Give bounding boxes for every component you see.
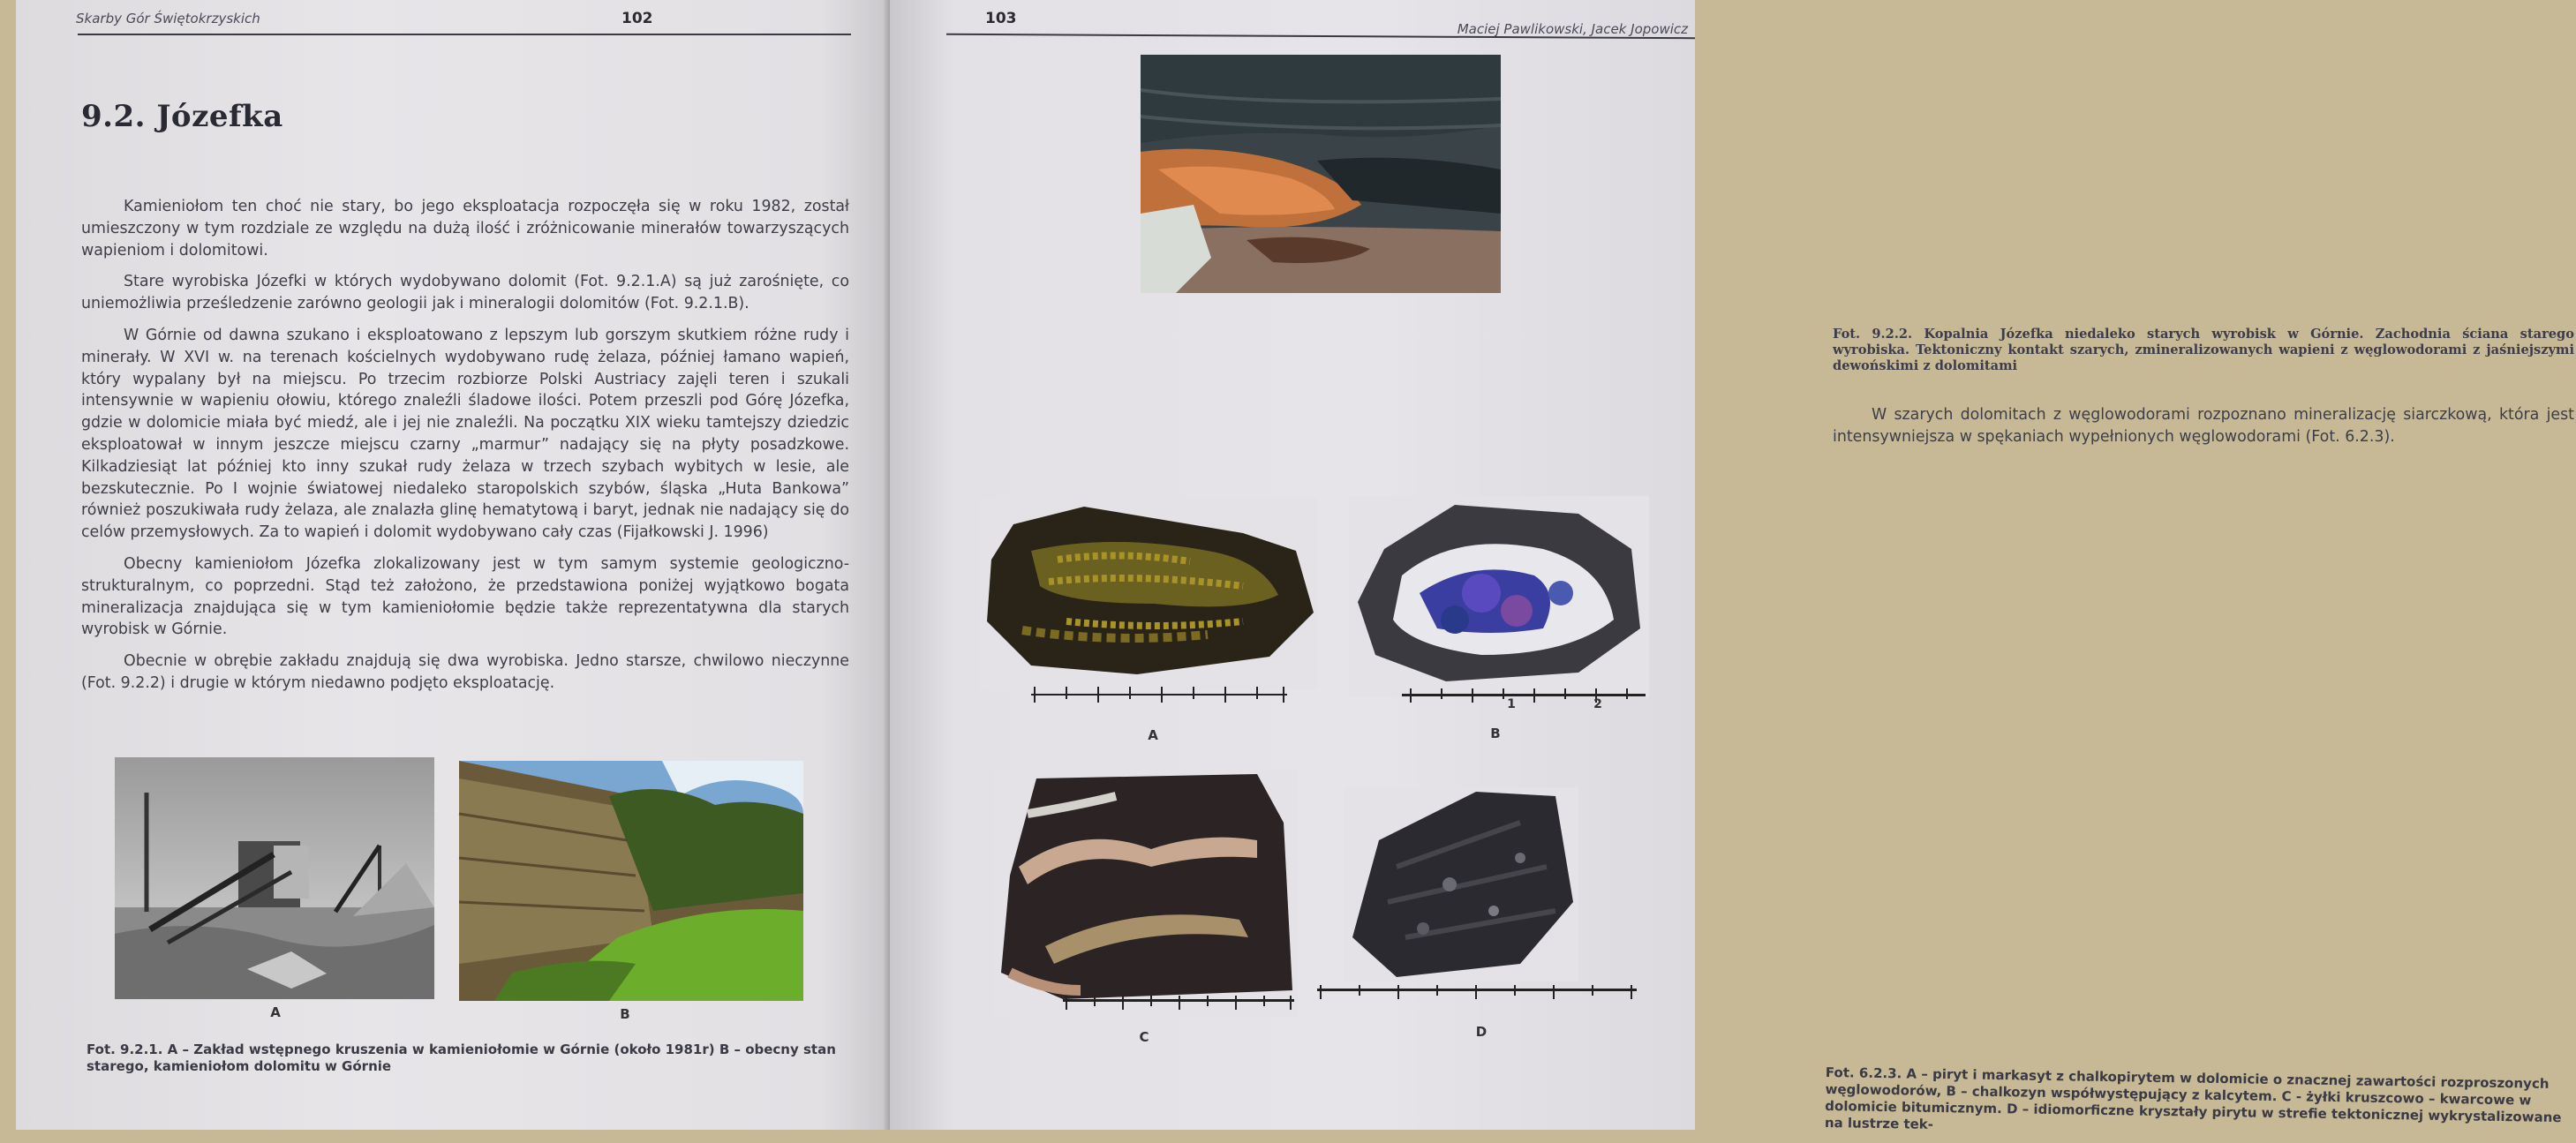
photo-old-quarry xyxy=(459,761,803,1001)
header-rule-left xyxy=(78,34,851,35)
specimen-label-a: A xyxy=(1148,727,1158,743)
right-body-text xyxy=(1833,404,2574,448)
paragraph-3: W Górnie od dawna szukano i eksploatowano z lepszym lub gorszym skutkiem różne rudy i minerały. W XVI w. na terenach kościelnych wydobywano rudę żelaza, później łamano wapień, który wypalany był na miejscu. Po trzecim rozbiorze Polski Austriacy zajęli teren i szukali intensywnie w wapieniu ołowiu, którego znaleźli śladowe ilości. Potem przeszli pod Górę Józefka, gdzie w dolomicie miała być miedź, ale i jej nie znaleźli. Na początku XIX wieku tamtejszy dziedzic eksploatował w innym jeszcze miejscu czarny „marmur” nadający się na płyty posadzkowe. Kilkadziesiąt lat później kto inny szukał rudy żelaza w trzech szybach wybitych w lesie, ale bezskutecznie. Po I wojnie światowej niedaleko staropolskich szybów, śląska „Huta Bankowa” również poszukiwała rudy żelaza, ale znalazła glinę hematytową i baryt, jednak nie nadający się do celów przemysłowych. Za to wapień i dolomit wydobywano cały czas (Fijałkowski J. 1996) xyxy=(81,326,849,542)
left-page xyxy=(16,0,890,1130)
scale-number-1: 1 xyxy=(1507,697,1516,711)
photo-crushing-plant xyxy=(115,757,434,999)
left-body-text xyxy=(81,196,849,704)
scale-bar-a xyxy=(1031,687,1287,706)
paragraph-1: Kamieniołom ten choć nie stary, bo jego eksploatacja rozpoczęła się w roku 1982, został umieszczony w tym rozdziale ze względu na dużą ilość i zróżnicowanie minerałów towarzyszących wapieniom i dolomitowi. xyxy=(81,198,849,259)
section-title: 9.2. Józefka xyxy=(81,99,283,134)
right-page xyxy=(890,0,2574,1132)
specimen-label-c: C xyxy=(1139,1029,1149,1045)
specimen-b-photo xyxy=(1349,496,1649,697)
specimen-a-photo xyxy=(978,498,1317,690)
right-paragraph: W szarych dolomitach z węglowodorami rozpoznano mineralizację siarczkową, która jest intensywniejsza w spękaniach wypełnionych węglowodorami (Fot. 6.2.3). xyxy=(1833,406,2574,446)
paragraph-2: Stare wyrobiska Józefki w których wydobywano dolomit (Fot. 9.2.1.A) są już zarośnięte, co uniemożliwia prześledzenie zarówno geologii jak i mineralogii dolomitów (Fot. 9.2.1.B). xyxy=(81,273,849,313)
photo-label-a: A xyxy=(270,1004,281,1020)
paragraph-5: Obecnie w obrębie zakładu znajdują się dwa wyrobiska. Jedno starsze, chwilowo nieczynne (Fot. 9.2.2) i drugie w którym niedawno podjęto eksploatację. xyxy=(81,652,849,692)
running-head-left: Skarby Gór Świętokrzyskich xyxy=(76,11,260,26)
page-number-right: 103 xyxy=(985,10,1017,27)
photo-label-b: B xyxy=(620,1006,630,1022)
specimen-label-d: D xyxy=(1475,1024,1488,1040)
caption-fot-9-2-2: Fot. 9.2.2. Kopalnia Józefka niedaleko starych wyrobisk w Górnie. Zachodnia ściana starego wyrobiska. Tektoniczny kontakt szarych, zmineralizowanych wapieni z węglowodorami z jaśniejszymi dewońskimi z dolomitami xyxy=(1833,327,2574,373)
scale-bar-c xyxy=(1063,996,1294,1015)
running-head-right: Maciej Pawlikowski, Jacek Jopowicz xyxy=(1457,21,1688,37)
caption-fot-6-2-3: Fot. 6.2.3. A – piryt i markasyt z chalkopirytem w dolomicie o znacznej zawartości rozproszonych węglowodorów, B – chalkozyn współwystępujący z kalcytem. C - żyłki kruszcowo – kwarcowe w dolomicie bitumicznym. D – idiomorficzne kryształy pirytu w strefie tektonicznej wykrystalizowane na lustrze tek- xyxy=(1824,1064,2562,1132)
paragraph-4: Obecny kamieniołom Józefka zlokalizowany jest w tym samym systemie geologiczno-strukturalnym, co poprzedni. Stąd też założono, że przedstawiona poniżej wyjątkowo bogata mineralizacja znajdująca się w tym kamieniołomie będzie także reprezentatywna dla starych wyrobisk w Górnie. xyxy=(81,554,849,639)
specimen-c-photo xyxy=(992,770,1298,1017)
page-number-left: 102 xyxy=(621,10,653,27)
photo-quarry-wall xyxy=(1141,55,1501,293)
specimen-d-photo xyxy=(1344,787,1578,981)
caption-fot-9-2-1: Fot. 9.2.1. A – Zakład wstępnego kruszenia w kamieniołomie w Górnie (około 1981r) B – obecny stan starego, kamieniołom dolomitu w Górnie xyxy=(87,1041,836,1074)
scale-bar-d xyxy=(1317,985,1637,1004)
specimen-label-b: B xyxy=(1490,726,1501,741)
scale-number-2: 2 xyxy=(1593,697,1602,711)
